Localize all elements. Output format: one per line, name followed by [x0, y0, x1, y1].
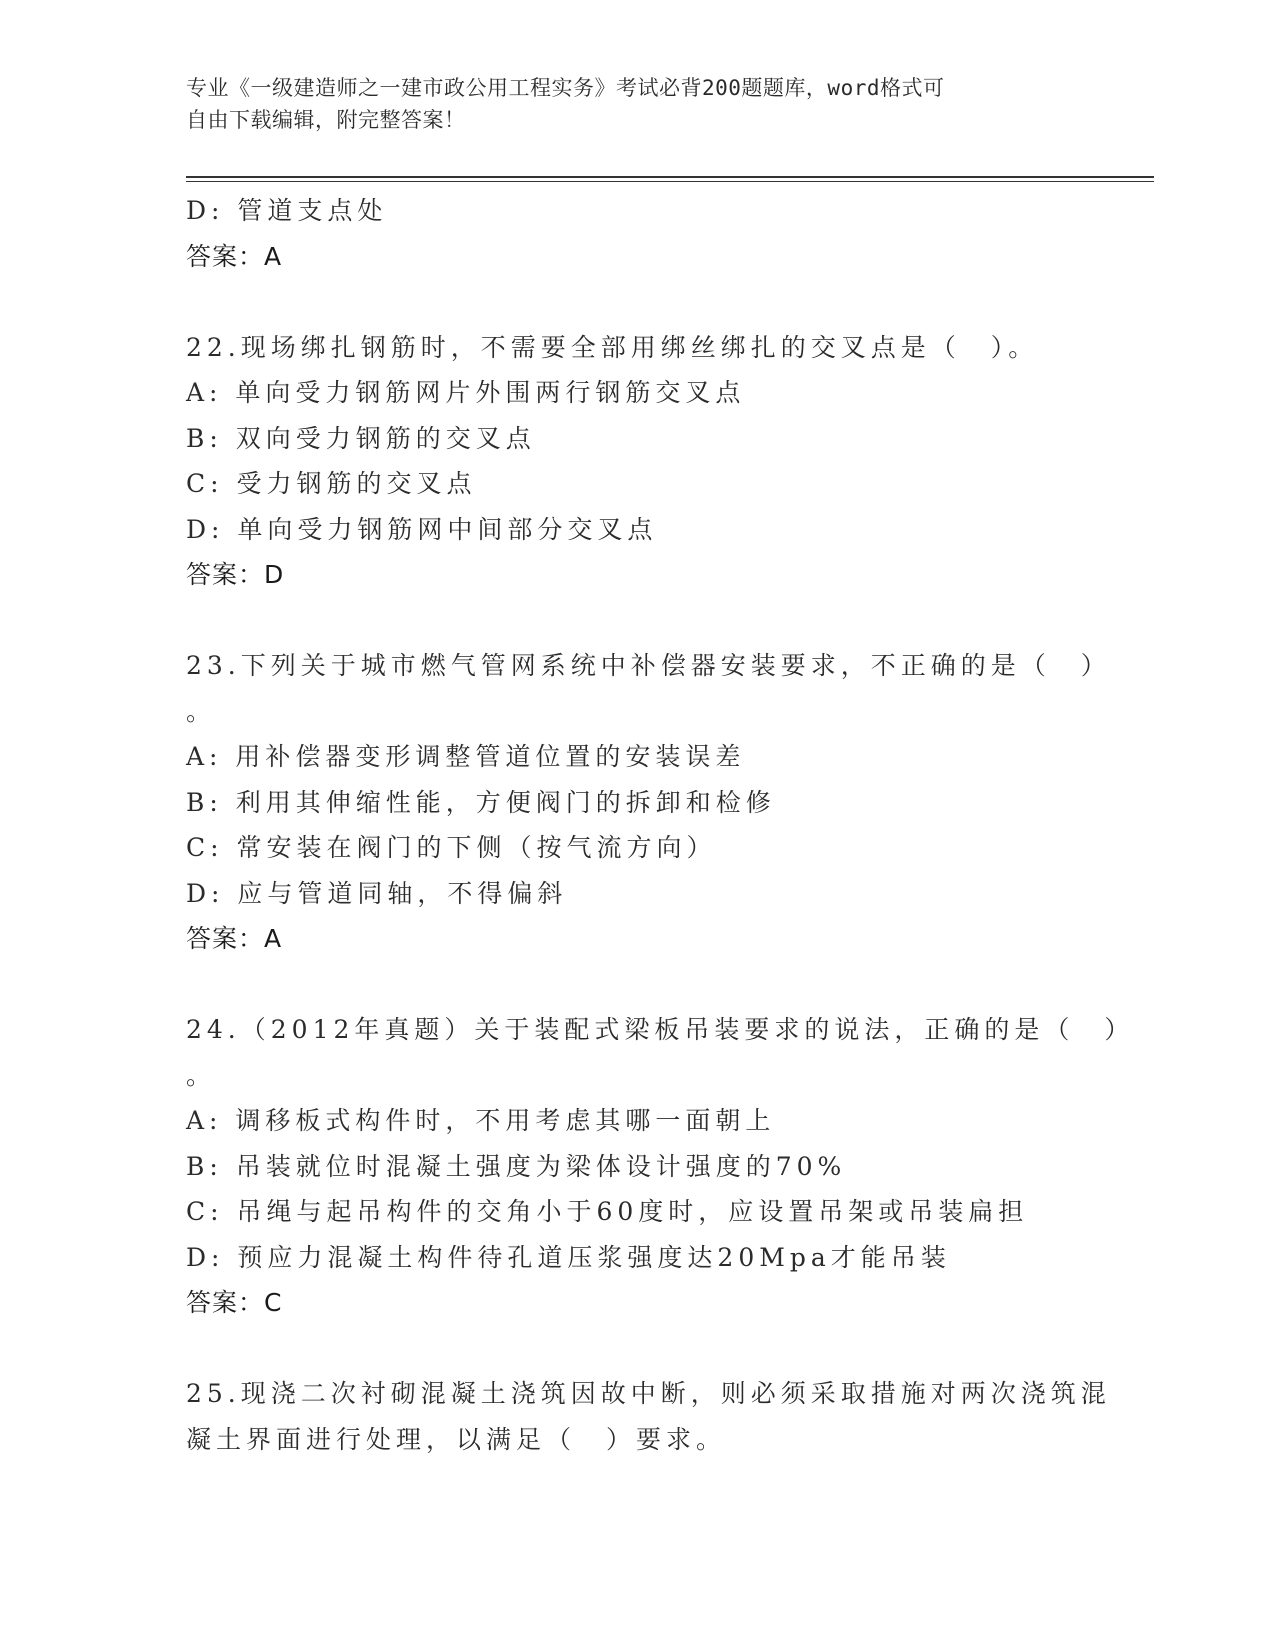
option-c: C: 受力钢筋的交叉点	[186, 469, 477, 498]
header-rule-thick	[186, 176, 1154, 178]
option-d: D: 单向受力钢筋网中间部分交叉点	[186, 514, 658, 544]
question-23	[186, 643, 1111, 962]
header-line-2: 自由下载编辑，附完整答案！	[186, 108, 466, 132]
question-text: 24.（2012年真题）关于装配式梁板吊装要求的说法，正确的是（ ）	[186, 1015, 1135, 1044]
option-b: B: 吊装就位时混凝土强度为梁体设计强度的70%	[186, 1151, 847, 1181]
question-list	[186, 188, 1135, 1462]
header-line-1: 专业《一级建造师之一建市政公用工程实务》考试必背200题题库，word格式可	[186, 76, 945, 100]
document-header	[186, 72, 1086, 136]
option-d: D: 管道支点处	[186, 196, 388, 225]
option-c: C: 常安装在阀门的下侧（按气流方向）	[186, 833, 717, 862]
option-d: D: 预应力混凝土构件待孔道压浆强度达20Mpa才能吊装	[186, 1242, 951, 1272]
question-text-continued: 。	[186, 1060, 217, 1090]
answer-line: 答案：A	[186, 241, 283, 271]
option-b: B: 双向受力钢筋的交叉点	[186, 423, 536, 453]
question-text: 23.下列关于城市燃气管网系统中补偿器安装要求，不正确的是（ ）	[186, 651, 1111, 680]
option-b: B: 利用其伸缩性能，方便阀门的拆卸和检修	[186, 787, 776, 817]
question-text: 22.现场绑扎钢筋时，不需要全部用绑丝绑扎的交叉点是（ ）。	[186, 332, 1039, 362]
carryover-block	[186, 188, 1086, 279]
question-25	[186, 1371, 1111, 1462]
option-a: A: 用补偿器变形调整管道位置的安装误差	[186, 742, 746, 771]
question-text-continued: 凝土界面进行处理，以满足（ ）要求。	[186, 1424, 727, 1454]
option-d: D: 应与管道同轴，不得偏斜	[186, 878, 568, 908]
question-22	[186, 325, 1086, 598]
header-rule-thin	[186, 181, 1154, 182]
option-c: C: 吊绳与起吊构件的交角小于60度时，应设置吊架或吊装扁担	[186, 1197, 1029, 1226]
answer-line: 答案：C	[186, 1288, 283, 1317]
question-24	[186, 1007, 1135, 1326]
option-a: A: 调移板式构件时，不用考虑其哪一面朝上	[186, 1106, 776, 1135]
option-a: A: 单向受力钢筋网片外围两行钢筋交叉点	[186, 378, 746, 407]
answer-line: 答案：D	[186, 560, 285, 589]
question-text: 25.现浇二次衬砌混凝土浇筑因故中断，则必须采取措施对两次浇筑混	[186, 1379, 1111, 1408]
answer-line: 答案：A	[186, 924, 283, 953]
question-text-continued: 。	[186, 696, 217, 726]
